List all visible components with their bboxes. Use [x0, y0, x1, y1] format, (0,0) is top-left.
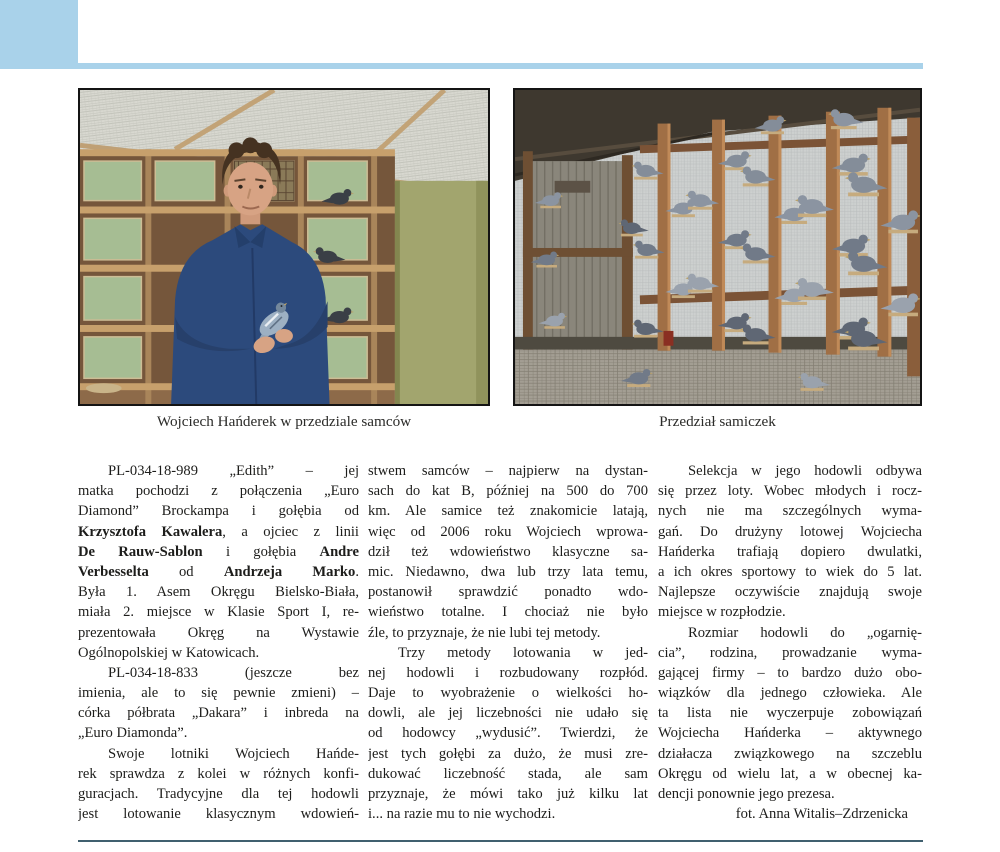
text-line: córka półbrata „Dakara” i inbreda na: [78, 705, 359, 722]
article-column-1: [78, 461, 359, 824]
text-line: dowli, ale jej liczebności nie udało się: [368, 705, 648, 722]
text-line: Swoje lotniki Wojciech Hańde-: [108, 745, 359, 762]
article-column-3: [658, 461, 922, 824]
text-line: nej hodowli i rozbudowany rozpłód.: [368, 664, 648, 681]
text-line: PL-034-18-989 „Edith” – jej: [108, 463, 359, 479]
bottom-rule: [78, 840, 923, 842]
text-line: a ich okres sportowy to wiek do 5 lat.: [658, 563, 922, 580]
text-line: jest tych gołębi za dużo, że musi zre-: [368, 745, 648, 762]
text-line: Hańderka trafiają dopiero dwulatki,: [658, 543, 922, 560]
text-line: źle, to przyznaje, że nie lubi tej metody.: [368, 624, 601, 641]
text-line: prezentowała Okręg na Wystawie: [78, 624, 359, 641]
text-line: imienia, ale to się pewnie zmieni) –: [78, 685, 359, 702]
text-line: Okręgu od wielu lat, a w obecnej ka-: [658, 765, 922, 782]
text-line: dził też wdowieństwo klasyczne sa-: [368, 543, 648, 560]
text-line: matka pochodzi z połączenia „Euro: [78, 483, 359, 500]
text-line: Diamond” Brockampa i gołębia od: [78, 503, 359, 520]
nest-bowl: [86, 383, 122, 393]
photo-caption-male-compartment: Wojciech Hańderek w przedziale samców: [156, 413, 412, 430]
text-line: mic. Niedawno, dwa lub trzy lata temu,: [368, 563, 648, 580]
photo-female-compartment-illustration: [515, 90, 920, 404]
text-line: Była 1. Asem Okręgu Bielsko-Biała,: [78, 584, 359, 601]
photo-female-compartment: [513, 88, 922, 406]
text-line: cia”, rodzina, prowadzanie wyma-: [658, 644, 922, 661]
red-feeder: [664, 331, 674, 346]
text-line: więc od 2006 roku Wojciech wprowa-: [368, 523, 648, 540]
photo-caption-female-compartment: Przedział samiczek: [659, 413, 776, 430]
article-column-2: [368, 461, 648, 824]
text-line: miała 2. miejsce w Klasie Sport I, re-: [78, 604, 359, 621]
text-line: Najlepsze oczywiście znajdują swoje: [658, 584, 922, 601]
text-line: i... na razie mu to nie wychodzi.: [368, 806, 556, 823]
text-line: Ogólnopolskiej w Katowicach.: [78, 644, 260, 661]
breeder-face: [228, 162, 274, 215]
text-line: się przez loty. Wobec młodych i rocz-: [658, 483, 922, 500]
breeder-hand: [275, 329, 293, 343]
text-line: Daje to wyobrażenie o wielkości ho-: [368, 685, 648, 702]
text-line: Verbesselta od Andrzeja Marko.: [78, 563, 359, 580]
text-line: rek sprawdza z kolei w różnych konfi-: [78, 765, 359, 782]
text-line: De Rauw-Sablon i gołębia Andre: [78, 543, 359, 560]
photo-male-compartment-illustration: [80, 90, 488, 404]
text-line: Rozmiar hodowli do „ogarnię-: [688, 624, 922, 641]
photo-male-compartment: [78, 88, 490, 406]
text-line: postanowił sprawdzić ponadto wdo-: [368, 584, 648, 601]
wire-mesh-floor: [515, 350, 920, 404]
text-line: od hodowcy „wydusić”. Twierdzi, że: [368, 725, 648, 742]
text-line: Selekcja w jego hodowli odbywa: [688, 463, 922, 479]
text-line: guracjach. Tradycyjne dla tej hodowli: [78, 786, 359, 802]
text-line: km. Ale samice też znakomicie latają,: [368, 503, 648, 520]
page-top-accent-band: [0, 63, 923, 69]
text-line: Trzy metody lotowania w jed-: [398, 644, 648, 661]
text-line: Wojciecha Hańderka – aktywnego: [658, 725, 922, 742]
green-door: [395, 181, 488, 404]
text-line: jest lotowanie klasycznym wdowień-: [78, 806, 359, 823]
door-vent: [555, 181, 591, 193]
text-line: ta lista nie wyczerpuje zobowiązań: [658, 705, 922, 722]
text-line: Krzysztofa Kawalera, a ojciec z linii: [78, 523, 359, 540]
text-line: gań. Do drużyny lotowej Wojciecha: [658, 523, 922, 540]
text-line: wiązków dla jednego człowieka. Ale: [658, 685, 922, 702]
text-line: dukować liczebność stada, ale sam: [368, 765, 648, 782]
text-line: sach do kat B, później na 500 do 700: [368, 483, 648, 500]
text-line: przyznaje, że mówi tako już kilku lat: [368, 786, 648, 802]
photo-credit: fot. Anna Witalis–Zdrzenicka: [735, 806, 908, 823]
page-corner-accent-block: [0, 0, 78, 63]
text-line: PL-034-18-833 (jeszcze bez: [108, 664, 359, 681]
text-line: działacza związkowego na szczeblu: [658, 745, 922, 762]
text-line: dencji ponownie jego prezesa.: [658, 786, 835, 802]
text-line: „Euro Diamonda”.: [78, 725, 188, 742]
text-line: wieństwo totalne. I chociaż nie było: [368, 604, 648, 621]
text-line: stwem samców – najpierw na dystan-: [368, 463, 648, 479]
text-line: miejsce w rozpłodzie.: [658, 604, 786, 621]
text-line: nych nie ma szczególnych wyma-: [658, 503, 922, 520]
text-line: gającej firmy – to bardzo dużo obo-: [658, 664, 922, 681]
